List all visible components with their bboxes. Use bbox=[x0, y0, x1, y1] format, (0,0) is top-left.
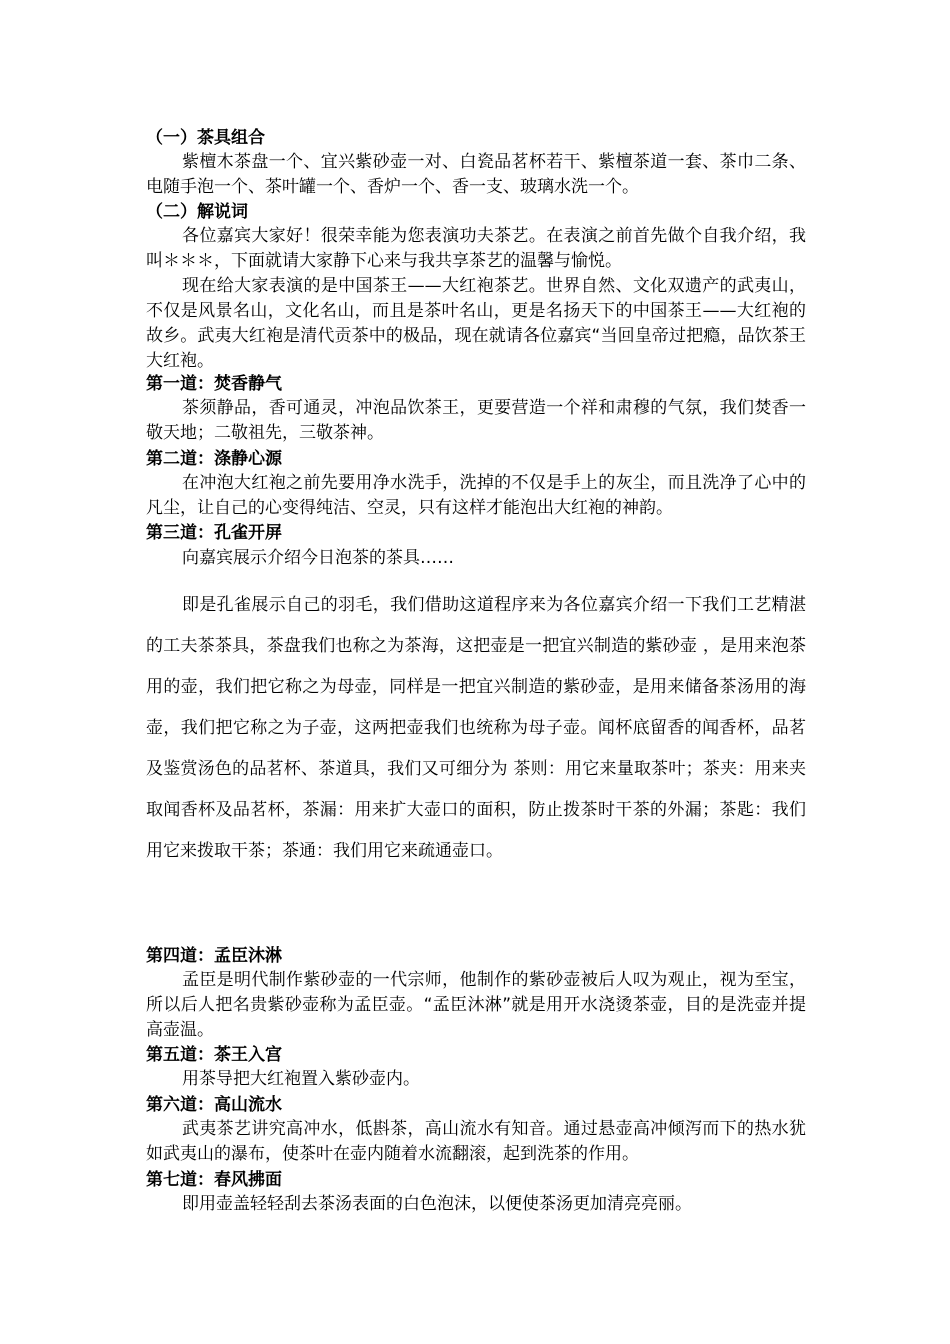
step-4-title: 第四道：孟臣沐淋 bbox=[146, 946, 282, 966]
tea-set-paragraph: 紫檀木茶盘一个、宜兴紫砂壶一对、白瓷品茗杯若干、紫檀茶道一套、茶巾二条、电随手泡一个、茶叶罐一个、香炉一个、香一支、玻璃水洗一个。 bbox=[146, 152, 806, 197]
commentary-heading: （二）解说词 bbox=[146, 202, 248, 222]
step-3-title: 第三道：孔雀开屏 bbox=[146, 523, 282, 543]
step-5-title: 第五道：茶王入宫 bbox=[146, 1045, 282, 1065]
step-7-paragraph: 即用壶盖轻轻刮去茶汤表面的白色泡沫，以便使茶汤更加清亮亮丽。 bbox=[182, 1194, 692, 1214]
step-2-paragraph: 在冲泡大红袍之前先要用净水洗手，洗掉的不仅是手上的灰尘，而且洗净了心中的凡尘，让自己的心变得纯洁、空灵，只有这样才能泡出大红袍的神韵。 bbox=[146, 473, 806, 518]
step-4-paragraph: 孟臣是明代制作紫砂壶的一代宗师，他制作的紫砂壶被后人叹为观止，视为至宝，所以后人把名贵紫砂壶称为孟臣壶。“孟臣沐淋”就是用开水浇烫茶壶，目的是洗壶并提高壶温。 bbox=[146, 970, 806, 1040]
tea-set-heading: （一）茶具组合 bbox=[146, 128, 265, 148]
step-5-paragraph: 用茶导把大红袍置入紫砂壶内。 bbox=[182, 1069, 420, 1089]
step-1-paragraph: 茶须静品，香可通灵，冲泡品饮茶王，更要营造一个祥和肃穆的气氛，我们焚香一敬天地；二敬祖先，三敬茶神。 bbox=[146, 398, 806, 443]
step-6-title: 第六道：高山流水 bbox=[146, 1095, 282, 1115]
step-2-title: 第二道：涤静心源 bbox=[146, 449, 282, 469]
intro-paragraph-2: 现在给大家表演的是中国茶王——大红袍茶艺。世界自然、文化双遗产的武夷山，不仅是风景名山，文化名山，而且是茶叶名山，更是名扬天下的中国茶王——大红袍的故乡。武夷大红袍是清代贡茶中的极品，现在就请各位嘉宾“当回皇帝过把瘾，品饮茶王大红袍。 bbox=[146, 276, 806, 371]
step-1-title: 第一道：焚香静气 bbox=[146, 374, 282, 394]
step-6-paragraph: 武夷茶艺讲究高冲水，低斟茶，高山流水有知音。通过悬壶高冲倾泻而下的热水犹如武夷山的瀑布，使茶叶在壶内随着水流翻滚，起到洗茶的作用。 bbox=[146, 1119, 806, 1164]
step-3-extended-paragraph: 即是孔雀展示自己的羽毛，我们借助这道程序来为各位嘉宾介绍一下我们工艺精湛的工夫茶茶具，茶盘我们也称之为茶海，这把壶是一把宜兴制造的紫砂壶 ，是用来泡茶用的壶，我们把它称之为母壶，同样是一把宜兴制造的紫砂壶，是用来储备茶汤用的海壶，我们把它称之为子壶，这两把壶我们也统称为母子壶。闻杯底留香的闻香杯，品茗及鉴赏汤色的品茗杯、茶道具，我们又可细分为 茶则：用它来量取茶叶；茶夹：用来夹取闻香杯及品茗杯，茶漏：用来扩大壶口的面积，防止拨茶时干茶的外漏；茶匙：我们用它来拨取干茶；茶通：我们用它来疏通壶口。 bbox=[146, 595, 806, 861]
intro-paragraph-1: 各位嘉宾大家好！很荣幸能为您表演功夫茶艺。在表演之前首先做个自我介绍，我叫＊＊＊，下面就请大家静下心来与我共享茶艺的温馨与愉悦。 bbox=[146, 226, 806, 271]
step-7-title: 第七道：春风拂面 bbox=[146, 1170, 282, 1190]
step-3-paragraph: 向嘉宾展示介绍今日泡茶的茶具…… bbox=[182, 548, 454, 568]
